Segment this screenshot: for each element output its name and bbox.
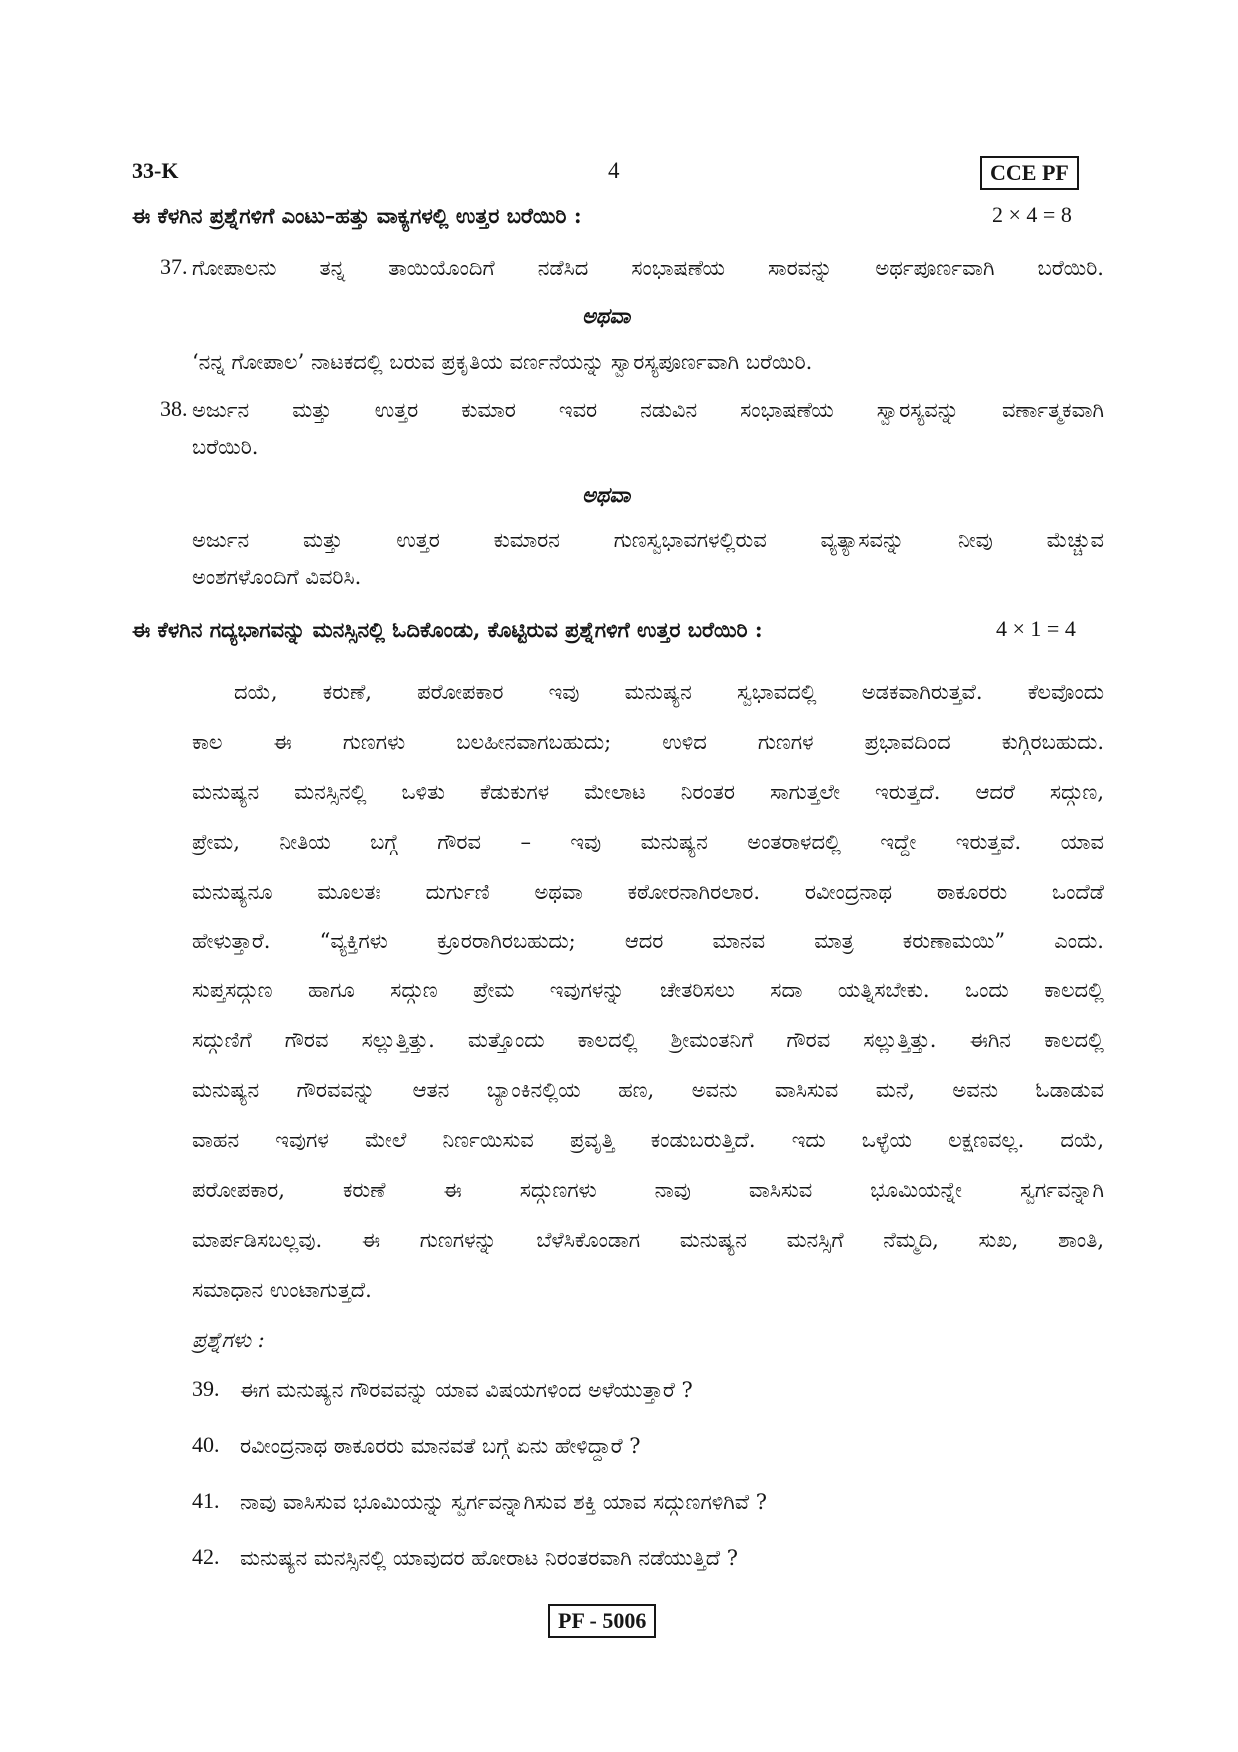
q37-or: ಅಥವಾ	[582, 303, 631, 328]
passage-line: ಪರೋಪಕಾರ, ಕರುಣೆ ಈ ಸದ್ಗುಣಗಳು ನಾವು ವಾಸಿಸುವ ಭೂಮಿಯನ್ನೇ ಸ್ವರ್ಗವನ್ನಾಗಿ	[192, 1178, 1104, 1202]
passage-line: ದಯೆ, ಕರುಣೆ, ಪರೋಪಕಾರ ಇವು ಮನುಷ್ಯನ ಸ್ವಭಾವದಲ್ಲಿ ಅಡಕವಾಗಿರುತ್ತವೆ. ಕೆಲವೊಂದು	[234, 680, 1104, 704]
passage-line: ಸದ್ಗುಣಿಗೆ ಗೌರವ ಸಲ್ಲುತ್ತಿತ್ತು. ಮತ್ತೊಂದು ಕಾಲದಲ್ಲಿ ಶ್ರೀಮಂತನಿಗೆ ಗೌರವ ಸಲ್ಲುತ್ತಿತ್ತು. ಈಗಿನ ಕಾಲದಲ್ಲಿ	[192, 1028, 1104, 1052]
q37-text: ಗೋಪಾಲನು ತನ್ನ ತಾಯಿಯೊಂದಿಗೆ ನಡೆಸಿದ ಸಂಭಾಷಣೆಯ ಸಾರವನ್ನು ಅರ್ಥಪೂರ್ಣವಾಗಿ ಬರೆಯಿರಿ.	[192, 256, 1104, 280]
q38-alternative-line2: ಅಂಶಗಳೊಂದಿಗೆ ವಿವರಿಸಿ.	[192, 565, 362, 589]
passage-line: ವಾಹನ ಇವುಗಳ ಮೇಲೆ ನಿರ್ಣಯಿಸುವ ಪ್ರವೃತ್ತಿ ಕಂಡುಬರುತ್ತಿದೆ. ಇದು ಒಳ್ಳೆಯ ಲಕ್ಷಣವಲ್ಲ. ದಯೆ,	[192, 1128, 1104, 1152]
passage-line: ಮನುಷ್ಯನ ಮನಸ್ಸಿನಲ್ಲಿ ಒಳಿತು ಕೆಡುಕುಗಳ ಮೇಲಾಟ ನಿರಂತರ ಸಾಗುತ್ತಲೇ ಇರುತ್ತದೆ. ಆದರೆ ಸದ್ಗುಣ,	[192, 780, 1104, 804]
passage-line: ಮನುಷ್ಯನೂ ಮೂಲತಃ ದುರ್ಗುಣಿ ಅಥವಾ ಕಠೋರನಾಗಿರಲಾರ. ರವೀಂದ್ರನಾಥ ಠಾಕೂರರು ಒಂದೆಡೆ	[192, 880, 1104, 904]
passage-line: ಸುಪ್ತಸದ್ಗುಣ ಹಾಗೂ ಸದ್ಗುಣ ಪ್ರೇಮ ಇವುಗಳನ್ನು ಚೇತರಿಸಲು ಸದಾ ಯತ್ನಿಸಬೇಕು. ಒಂದು ಕಾಲದಲ್ಲಿ	[192, 978, 1104, 1002]
q37-alternative: ‘ನನ್ನ ಗೋಪಾಲ’ ನಾಟಕದಲ್ಲಿ ಬರುವ ಪ್ರಕೃತಿಯ ವರ್ಣನೆಯನ್ನು ಸ್ವಾರಸ್ಯಪೂರ್ಣವಾಗಿ ಬರೆಯಿರಿ.	[192, 350, 813, 374]
q38-text-line2: ಬರೆಯಿರಿ.	[192, 435, 259, 459]
questions-heading: ಪ್ರಶ್ನೆಗಳು :	[192, 1328, 265, 1352]
footer-code: PF - 5006	[548, 1604, 656, 1638]
passage-line: ಹೇಳುತ್ತಾರೆ. “ವ್ಯಕ್ತಿಗಳು ಕ್ರೂರರಾಗಿರಬಹುದು; ಆದರ ಮಾನವ ಮಾತ್ರ ಕರುಣಾಮಯಿ” ಎಂದು.	[192, 929, 1104, 953]
q39-text: ಈಗ ಮನುಷ್ಯನ ಗೌರವವನ್ನು ಯಾವ ವಿಷಯಗಳಿಂದ ಅಳೆಯುತ್ತಾರೆ ?	[240, 1378, 693, 1402]
passage-line: ಕಾಲ ಈ ಗುಣಗಳು ಬಲಹೀನವಾಗಬಹುದು; ಉಳಿದ ಗುಣಗಳ ಪ್ರಭಾವದಿಂದ ಕುಗ್ಗಿರಬಹುದು.	[192, 730, 1104, 754]
passage-line: ಮಾರ್ಪಡಿಸಬಲ್ಲವು. ಈ ಗುಣಗಳನ್ನು ಬೆಳೆಸಿಕೊಂಡಾಗ ಮನುಷ್ಯನ ಮನಸ್ಸಿಗೆ ನೆಮ್ಮದಿ, ಸುಖ, ಶಾಂತಿ,	[192, 1228, 1104, 1252]
q38-number: 38.	[160, 396, 188, 421]
q42-text: ಮನುಷ್ಯನ ಮನಸ್ಸಿನಲ್ಲಿ ಯಾವುದರ ಹೋರಾಟ ನಿರಂತರವಾಗಿ ನಡೆಯುತ್ತಿದೆ ?	[240, 1546, 739, 1570]
q42-number: 42.	[192, 1544, 220, 1569]
section2-marks: 4 × 1 = 4	[996, 616, 1076, 641]
section1-marks: 2 × 4 = 8	[992, 202, 1072, 227]
q41-text: ನಾವು ವಾಸಿಸುವ ಭೂಮಿಯನ್ನು ಸ್ವರ್ಗವನ್ನಾಗಿಸುವ ಶಕ್ತಿ ಯಾವ ಸದ್ಗುಣಗಳಿಗಿವೆ ?	[240, 1490, 767, 1514]
q39-number: 39.	[192, 1376, 220, 1401]
q38-text-line1: ಅರ್ಜುನ ಮತ್ತು ಉತ್ತರ ಕುಮಾರ ಇವರ ನಡುವಿನ ಸಂಭಾಷಣೆಯ ಸ್ವಾರಸ್ಯವನ್ನು ವರ್ಣಾತ್ಮಕವಾಗಿ	[192, 398, 1104, 422]
section1-instruction: ಈ ಕೆಳಗಿನ ಪ್ರಶ್ನೆಗಳಿಗೆ ಎಂಟು–ಹತ್ತು ವಾಕ್ಯಗಳಲ್ಲಿ ಉತ್ತರ ಬರೆಯಿರಿ :	[132, 203, 582, 228]
passage-line: ಸಮಾಧಾನ ಉಂಟಾಗುತ್ತದೆ.	[192, 1278, 372, 1302]
section2-instruction: ಈ ಕೆಳಗಿನ ಗದ್ಯಭಾಗವನ್ನು ಮನಸ್ಸಿನಲ್ಲಿ ಓದಿಕೊಂಡು, ಕೊಟ್ಟಿರುವ ಪ್ರಶ್ನೆಗಳಿಗೆ ಉತ್ತರ ಬರೆಯಿರಿ :	[132, 617, 763, 642]
paper-code: 33-K	[132, 158, 179, 183]
passage-line: ಮನುಷ್ಯನ ಗೌರವವನ್ನು ಆತನ ಬ್ಯಾಂಕಿನಲ್ಲಿಯ ಹಣ, ಅವನು ವಾಸಿಸುವ ಮನೆ, ಅವನು ಓಡಾಡುವ	[192, 1078, 1104, 1102]
passage-line: ಪ್ರೇಮ, ನೀತಿಯ ಬಗ್ಗೆ ಗೌರವ – ಇವು ಮನುಷ್ಯನ ಅಂತರಾಳದಲ್ಲಿ ಇದ್ದೇ ಇರುತ್ತವೆ. ಯಾವ	[192, 830, 1104, 854]
cce-pf-badge: CCE PF	[980, 156, 1079, 190]
q38-or: ಅಥವಾ	[582, 482, 631, 507]
q40-text: ರವೀಂದ್ರನಾಥ ಠಾಕೂರರು ಮಾನವತೆ ಬಗ್ಗೆ ಏನು ಹೇಳಿದ್ದಾರೆ ?	[240, 1434, 641, 1458]
q41-number: 41.	[192, 1488, 220, 1513]
q40-number: 40.	[192, 1432, 220, 1457]
q37-number: 37.	[160, 254, 188, 279]
q38-alternative-line1: ಅರ್ಜುನ ಮತ್ತು ಉತ್ತರ ಕುಮಾರನ ಗುಣಸ್ವಭಾವಗಳಲ್ಲಿರುವ ವ್ಯತ್ಯಾಸವನ್ನು ನೀವು ಮೆಚ್ಚುವ	[192, 528, 1104, 552]
page-number: 4	[608, 158, 620, 183]
